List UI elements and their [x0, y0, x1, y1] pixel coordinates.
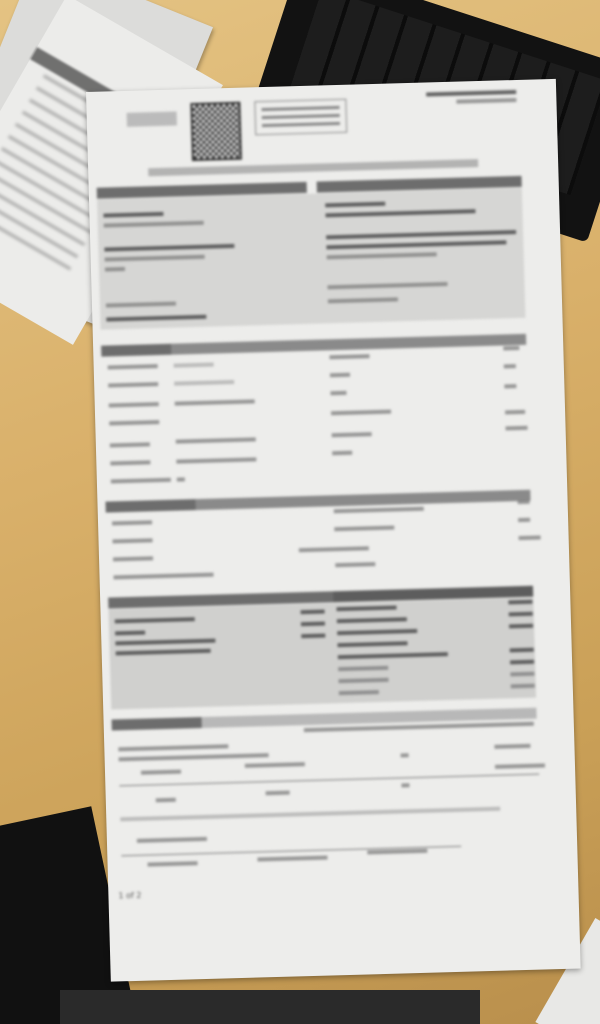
field-value	[332, 432, 372, 437]
text-line	[105, 267, 125, 272]
text-line	[301, 610, 325, 615]
field-value	[504, 364, 516, 368]
field-label	[108, 382, 158, 387]
text-line	[141, 770, 181, 775]
field-label	[110, 442, 150, 447]
field-label	[109, 402, 159, 407]
signature-label	[367, 849, 427, 855]
text-line	[301, 634, 325, 639]
field-value	[330, 373, 350, 378]
field-value	[334, 526, 394, 532]
amount	[510, 672, 534, 677]
field-label	[112, 520, 152, 525]
field-value	[518, 518, 530, 522]
text-line	[495, 763, 545, 768]
field-value	[504, 384, 516, 388]
document-content	[86, 79, 581, 982]
field-label	[329, 354, 369, 359]
signature-label	[148, 861, 198, 866]
field-value	[331, 410, 391, 416]
page-number: 1 of 2	[118, 890, 142, 901]
text-line	[120, 807, 500, 822]
signature-rule	[119, 774, 539, 787]
signature-label	[257, 856, 327, 862]
amount	[511, 684, 535, 689]
text-line	[245, 762, 305, 768]
text-line	[115, 631, 145, 636]
text-line	[156, 798, 176, 803]
field-label	[113, 538, 153, 543]
field-value	[506, 426, 528, 431]
field-value	[335, 562, 375, 567]
field-value	[176, 457, 256, 463]
amount	[509, 624, 533, 629]
field-value	[332, 451, 352, 456]
document-title	[148, 159, 478, 176]
field-label	[109, 420, 159, 425]
section-header	[105, 499, 195, 513]
field-value	[505, 410, 525, 415]
section-header-bar	[171, 334, 526, 355]
text-line	[137, 837, 207, 843]
field-value	[334, 507, 424, 514]
field-value	[519, 535, 541, 540]
field-value	[330, 391, 346, 395]
section-header	[112, 717, 202, 731]
amount	[508, 600, 532, 605]
text-line	[401, 753, 409, 757]
field-value	[174, 380, 234, 386]
field-label	[108, 364, 158, 369]
field-value	[177, 477, 185, 481]
field-value	[176, 437, 256, 443]
field-value	[503, 346, 519, 350]
section-header-bar	[195, 490, 530, 510]
field-value	[518, 500, 530, 504]
text-line	[494, 744, 530, 749]
field-label	[110, 460, 150, 465]
logo-block	[254, 99, 347, 136]
form-document	[86, 79, 581, 982]
text-line	[401, 783, 409, 787]
amount	[510, 660, 534, 665]
field-value	[299, 546, 369, 552]
text-line	[118, 744, 228, 751]
text-line	[301, 622, 325, 627]
text-line	[119, 753, 269, 761]
section-header	[101, 344, 171, 357]
field-label	[111, 478, 171, 484]
field-value	[174, 363, 214, 368]
qr-code	[190, 102, 242, 161]
text-line	[266, 791, 290, 796]
amount	[510, 648, 534, 653]
field-label	[114, 573, 214, 580]
amount	[509, 612, 533, 617]
header-right-text	[416, 90, 516, 105]
field-label	[113, 556, 153, 561]
header-mark	[127, 111, 177, 126]
field-value	[175, 399, 255, 405]
dark-object-bottom	[60, 990, 480, 1024]
